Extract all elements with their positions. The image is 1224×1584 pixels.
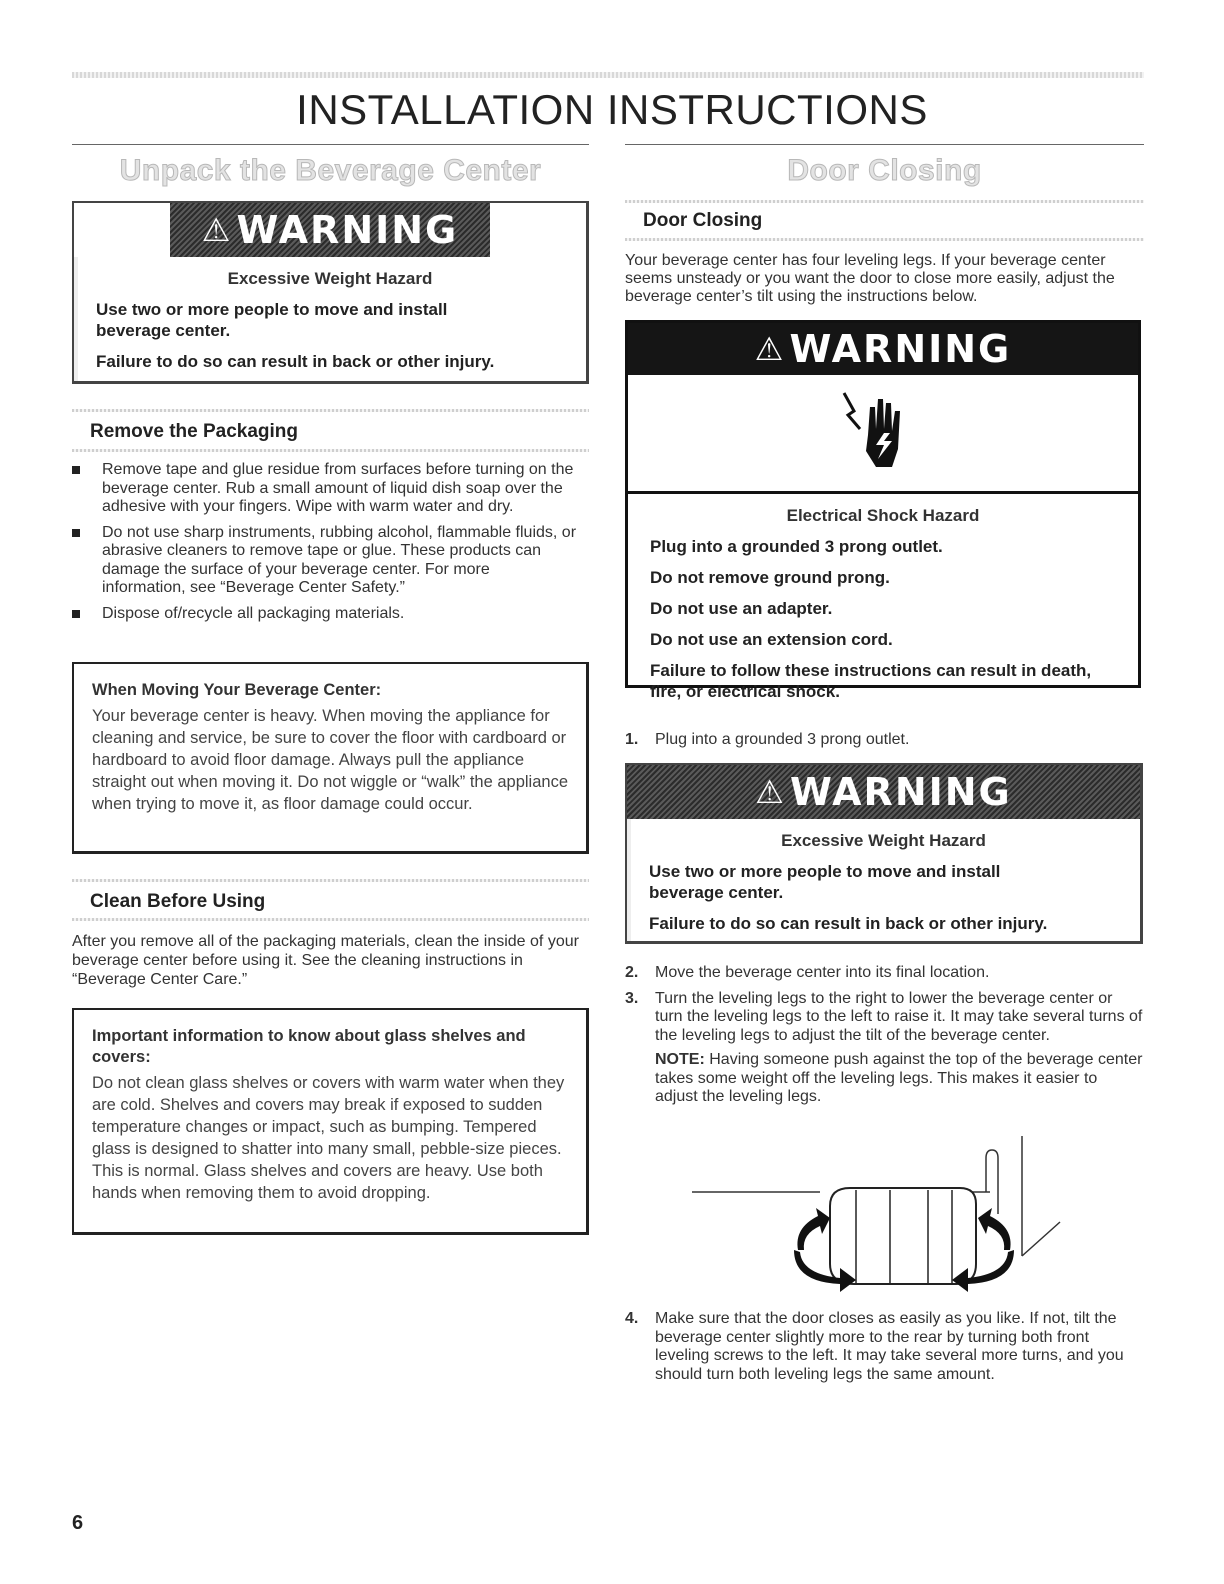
warning-box-weight-2 — [625, 763, 1143, 944]
divider — [72, 409, 589, 412]
divider — [72, 879, 589, 882]
packaging-bullet-list — [72, 461, 577, 630]
step-item — [625, 990, 1144, 1046]
list-item-text: Do not use sharp instruments, rubbing alcohol, flammable fluids, or abrasive cleaners to remove tape or glue. These products can damage the surface of your beverage center. For more information, see “Beverage Center Safety.” — [102, 523, 577, 596]
bullet-icon — [72, 529, 80, 537]
info-box-title: When Moving Your Beverage Center: — [92, 681, 382, 699]
list-item — [72, 461, 577, 517]
step-text: Plug into a grounded 3 prong outlet. — [655, 731, 910, 748]
step-list — [625, 964, 1144, 1107]
warning-box-electrical — [625, 320, 1141, 701]
hazard-line: Failure to do so can result in back or other injury. — [649, 914, 1048, 933]
step-text: Move the beverage center into its final location. — [655, 964, 990, 981]
hazard-title: Electrical Shock Hazard — [786, 506, 980, 525]
section-heading-door-closing: Door Closing — [787, 154, 982, 187]
list-item-text: Dispose of/recycle all packaging materials. — [102, 604, 405, 622]
step-item — [625, 964, 1144, 983]
note-text: Having someone push against the top of the beverage center takes some weight off the leveling legs. This makes it easier to adjust the leveling legs. — [655, 1051, 1143, 1105]
page-title: INSTALLATION INSTRUCTIONS — [296, 86, 928, 133]
hazard-line: Use two or more people to move and install beverage center. — [96, 300, 448, 340]
subheading-remove-packaging: Remove the Packaging — [90, 421, 299, 442]
warning-body — [627, 819, 1140, 941]
warning-triangle-icon: ⚠ — [755, 773, 786, 811]
info-box-text: Your beverage center is heavy. When moving the appliance for cleaning and service, be sure to cover the floor with cardboard or hardboard to avoid floor damage. Always pull the appliance straight out when moving it. Do not wiggle or “walk” the appliance when trying to move it, as floor damage could occur. — [92, 707, 568, 813]
subheading-door-closing: Door Closing — [643, 210, 763, 231]
warning-banner — [627, 765, 1140, 819]
list-item — [72, 524, 577, 598]
warning-label: WARNING — [789, 770, 1012, 814]
divider — [72, 918, 589, 921]
step-number: 4. — [625, 1310, 639, 1327]
hazard-line: Do not remove ground prong. — [650, 568, 890, 587]
hazard-line: Do not use an adapter. — [650, 599, 833, 618]
section-heading-unpack: Unpack the Beverage Center — [119, 154, 542, 187]
step-number: 3. — [625, 989, 639, 1007]
note — [625, 1051, 1144, 1107]
divider — [625, 238, 1144, 241]
step-text: Make sure that the door closes as easily as you like. If not, tilt the beverage center slightly more to the rear by turning both front leveling screws to the left. It may take several more turns, and you should turn both leveling legs the same amount. — [655, 1310, 1124, 1383]
step-number: 2. — [625, 964, 639, 981]
leveling-leg-illustration — [690, 1134, 1070, 1294]
shock-icon-area — [628, 375, 1138, 494]
step-text: Turn the leveling legs to the right to lower the beverage center or turn the leveling legs to the left to raise it. It may take several turns of the leveling legs to adjust the tilt of the beverage center. — [655, 989, 1143, 1044]
subheading-clean-before-using: Clean Before Using — [90, 891, 266, 912]
warning-label: WARNING — [789, 327, 1012, 371]
step-list — [625, 1310, 1144, 1384]
warning-body — [74, 257, 586, 381]
divider — [72, 449, 589, 452]
warning-triangle-icon: ⚠ — [754, 330, 786, 368]
hazard-title: Excessive Weight Hazard — [227, 269, 433, 288]
bullet-icon — [72, 610, 80, 618]
right-column-rule — [625, 144, 1144, 145]
warning-label: WARNING — [236, 208, 459, 252]
electric-shock-icon — [840, 385, 920, 481]
page-number: 6 — [72, 1512, 84, 1534]
list-item-text: Remove tape and glue residue from surfaces before turning on the beverage center. Rub a small amount of liquid dish soap over the adhesive with your fingers. Wipe with warm water and dry. — [102, 461, 574, 515]
hazard-line: Use two or more people to move and install beverage center. — [649, 862, 1001, 902]
warning-box-weight — [72, 201, 589, 384]
door-closing-intro: Your beverage center has four leveling legs. If your beverage center seems unsteady or you want the door to close more easily, adjust the beverage center’s tilt using the instructions below. — [625, 252, 1115, 305]
list-item — [72, 605, 577, 624]
hazard-title: Excessive Weight Hazard — [781, 831, 986, 850]
info-box-moving — [72, 662, 589, 854]
info-box-text: Do not clean glass shelves or covers with warm water when they are cold. Shelves and covers may break if exposed to sudden temperature changes or impact, such as bumping. Tempered glass is designed to shatter into many small, pebble-size pieces. This is normal. Glass shelves and covers are heavy. Use both hands when removing them to avoid dropping. — [92, 1074, 565, 1202]
header-bar — [72, 72, 1144, 78]
hazard-line: Failure to do so can result in back or other injury. — [96, 352, 495, 371]
left-column-rule — [72, 144, 589, 145]
step-item — [625, 1310, 1144, 1384]
note-label: NOTE: — [655, 1051, 705, 1068]
warning-triangle-icon: ⚠ — [201, 211, 233, 249]
warning-banner — [170, 203, 490, 257]
step-number: 1. — [625, 731, 639, 748]
hazard-line: Failure to follow these instructions can result in death, fire, or electrical shock. — [650, 661, 1092, 701]
info-box-glass — [72, 1008, 589, 1235]
hazard-line: Do not use an extension cord. — [650, 630, 893, 649]
step-item — [625, 731, 1144, 750]
warning-banner — [628, 323, 1138, 375]
divider — [625, 200, 1144, 203]
clean-paragraph: After you remove all of the packaging materials, clean the inside of your beverage center before using it. See the cleaning instructions in “Beverage Center Care.” — [72, 933, 579, 988]
bullet-icon — [72, 466, 80, 474]
hazard-line: Plug into a grounded 3 prong outlet. — [650, 537, 943, 556]
info-box-title: Important information to know about glass shelves and covers: — [92, 1027, 526, 1066]
step-list — [625, 731, 1144, 750]
